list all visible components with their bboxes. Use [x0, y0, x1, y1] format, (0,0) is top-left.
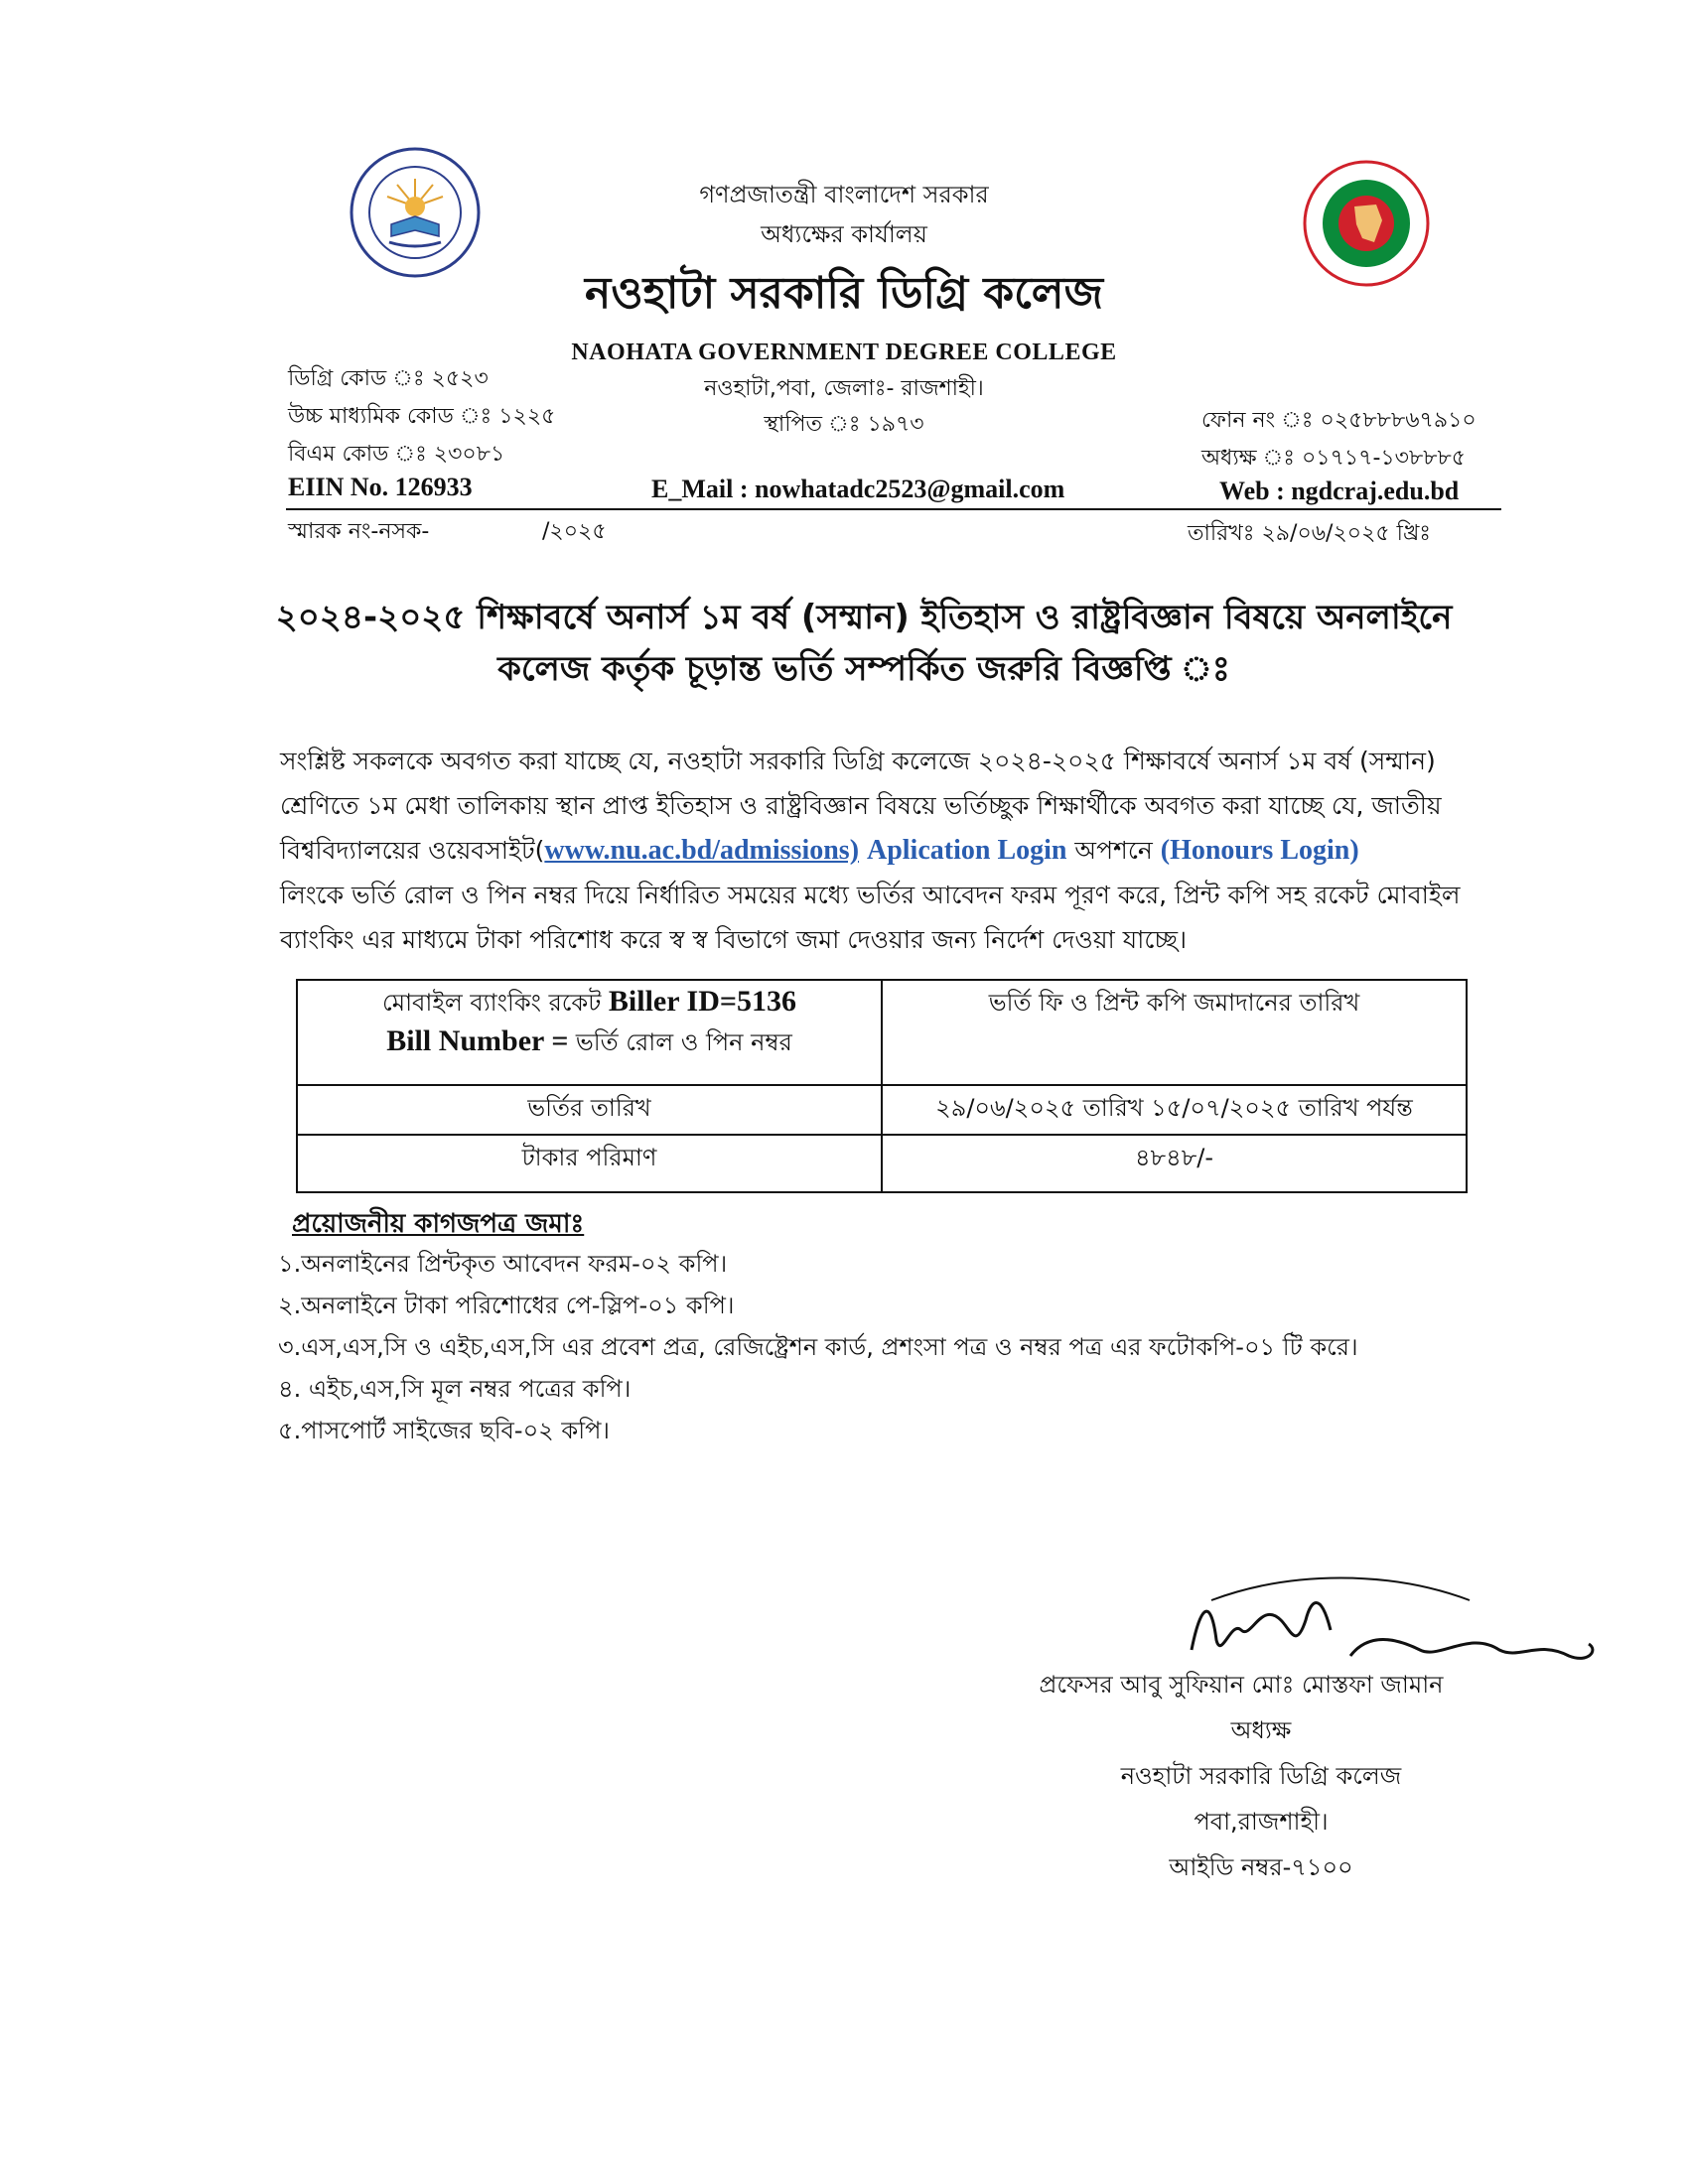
principal-designation: অধ্যক্ষ	[1230, 1716, 1292, 1744]
degree-code: ডিগ্রি কোড ঃ ২৫২৩	[288, 366, 489, 391]
paragraph-text: বিশ্ববিদ্যালয়ের ওয়েবসাইট(	[280, 836, 545, 865]
college-address: নওহাটা,পবা, জেলাঃ- রাজশাহী।	[704, 376, 984, 401]
admission-fee-table	[296, 979, 1468, 1193]
established-year: স্থাপিত ঃ ১৯৭৩	[764, 412, 924, 437]
email-address: E_Mail : nowhatadc2523@gmail.com	[651, 475, 1065, 503]
principal-id: আইডি নম্বর-৭১০০	[1169, 1853, 1353, 1881]
table-row	[297, 1135, 1467, 1192]
table-row	[297, 980, 1467, 1085]
notice-date: তারিখঃ ২৯/০৬/২০২৫ খ্রিঃ	[1188, 521, 1432, 546]
paragraph-line: সংশ্লিষ্ট সকলকে অবগত করা যাচ্ছে যে, নওহাটা সরকারি ডিগ্রি কলেজে ২০২৪-২০২৫ শিক্ষাবর্ষে অনার্স ১ম বর্ষ (সম্মান)	[280, 747, 1436, 775]
hsc-code: উচ্চ মাধ্যমিক কোড ঃ ১২২৫	[288, 404, 556, 429]
table-cell: ভর্তির তারিখ	[297, 1085, 882, 1135]
cell-text: মোবাইল ব্যাংকিং রকেট	[382, 989, 609, 1017]
government-title: গণপ্রজাতন্ত্রী বাংলাদেশ সরকার	[699, 181, 989, 208]
table-cell: ২৯/০৬/২০২৫ তারিখ ১৫/০৭/২০২৫ তারিখ পর্যন্ত	[882, 1085, 1467, 1135]
paragraph-line	[280, 828, 1511, 873]
phone-number: ফোন নং ঃ ০২৫৮৮৮৬৭৯১০	[1201, 408, 1477, 433]
bill-number-label: Bill Number =	[386, 1024, 576, 1057]
memo-label: স্মারক নং-নসক-	[288, 519, 430, 544]
table-cell: ভর্তি ফি ও প্রিন্ট কপি জমাদানের তারিখ	[882, 980, 1467, 1085]
signature-block	[1039, 1662, 1470, 1890]
office-title: অধ্যক্ষের কার্যালয়	[761, 220, 927, 248]
list-item: ২.অনলাইনে টাকা পরিশোধের পে-স্লিপ-০১ কপি।	[278, 1292, 735, 1319]
memo-year: /২০২৫	[542, 519, 607, 544]
table-cell	[297, 980, 882, 1085]
table-cell: টাকার পরিমাণ	[297, 1135, 882, 1192]
cell-text: ভর্তি রোল ও পিন নম্বর	[575, 1028, 792, 1056]
paragraph-text: অপশনে	[1066, 836, 1161, 865]
table-row	[297, 1085, 1467, 1135]
application-login-link[interactable]: Aplication Login	[866, 835, 1067, 866]
notice-paragraph	[280, 739, 1511, 962]
eiin-number: EIIN No. 126933	[288, 473, 473, 501]
list-item: ৩.এস,এস,সি ও এইচ,এস,সি এর প্রবেশ প্রত্র, রেজিষ্ট্রেশন কার্ড, প্রশংসা পত্র ও নম্বর পত্র এর ফটোকপি-০১ টি করে।	[278, 1333, 1358, 1361]
principal-name: প্রফেসর আবু সুফিয়ান মোঃ মোস্তফা জামান	[1039, 1671, 1444, 1699]
table-cell: ৪৮৪৮/-	[882, 1135, 1467, 1192]
notice-heading-line2: কলেজ কর্তৃক চূড়ান্ত ভর্তি সম্পর্কিত জরুরি বিজ্ঞপ্তি ঃ	[497, 649, 1230, 689]
honours-login-link[interactable]: (Honours Login)	[1160, 835, 1359, 866]
paragraph-line: শ্রেণিতে ১ম মেধা তালিকায় স্থান প্রাপ্ত ইতিহাস ও রাষ্ট্রবিজ্ঞান বিষয়ে ভর্তিচ্ছুক শিক্ষার্থীকে অবগত করা যাচ্ছে যে, জাতীয়	[280, 791, 1442, 820]
college-name-english: NAOHATA GOVERNMENT DEGREE COLLEGE	[571, 340, 1117, 365]
college-name-bangla: নওহাটা সরকারি ডিগ্রি কলেজ	[585, 268, 1103, 319]
biller-id: Biller ID=5136	[608, 985, 796, 1018]
website: Web : ngdcraj.edu.bd	[1219, 477, 1460, 505]
header-divider	[286, 508, 1501, 510]
notice-heading-line1: ২০২৪-২০২৫ শিক্ষাবর্ষে অনার্স ১ম বর্ষ (সম্মান) ইতিহাস ও রাষ্ট্রবিজ্ঞান বিষয়ে অনলাইনে	[275, 598, 1453, 637]
list-item: ১.অনলাইনের প্রিন্টকৃত আবেদন ফরম-০২ কপি।	[278, 1250, 728, 1278]
principal-phone: অধ্যক্ষ ঃ ০১৭১৭-১৩৮৮৮৫	[1201, 446, 1467, 471]
bm-code: বিএম কোড ঃ ২৩০৮১	[288, 442, 505, 467]
notice-heading	[238, 592, 1489, 695]
list-item: ৫.পাসপোর্ট সাইজের ছবি-০২ কপি।	[278, 1417, 610, 1444]
paragraph-line: ব্যাংকিং এর মাধ্যমে টাকা পরিশোধ করে স্ব স্ব বিভাগে জমা দেওয়ার জন্য নির্দেশ দেওয়া যাচ্ছে।	[280, 925, 1188, 954]
signature-location: পবা,রাজশাহী।	[1194, 1808, 1329, 1836]
paragraph-line: লিংকে ভর্তি রোল ও পিন নম্বর দিয়ে নির্ধারিত সময়ের মধ্যে ভর্তির আবেদন ফরম পূরণ করে, প্রিন্ট কপি সহ রকেট মোবাইল	[280, 881, 1461, 909]
documents-list	[278, 1243, 1358, 1451]
signature-college: নওহাটা সরকারি ডিগ্রি কলেজ	[1120, 1762, 1402, 1790]
list-item: ৪. এইচ,এস,সি মূল নম্বর পত্রের কপি।	[278, 1375, 632, 1403]
documents-title: প্রয়োজনীয় কাগজপত্র জমাঃ	[292, 1209, 585, 1239]
nu-admission-link[interactable]: www.nu.ac.bd/admissions)	[544, 835, 860, 866]
